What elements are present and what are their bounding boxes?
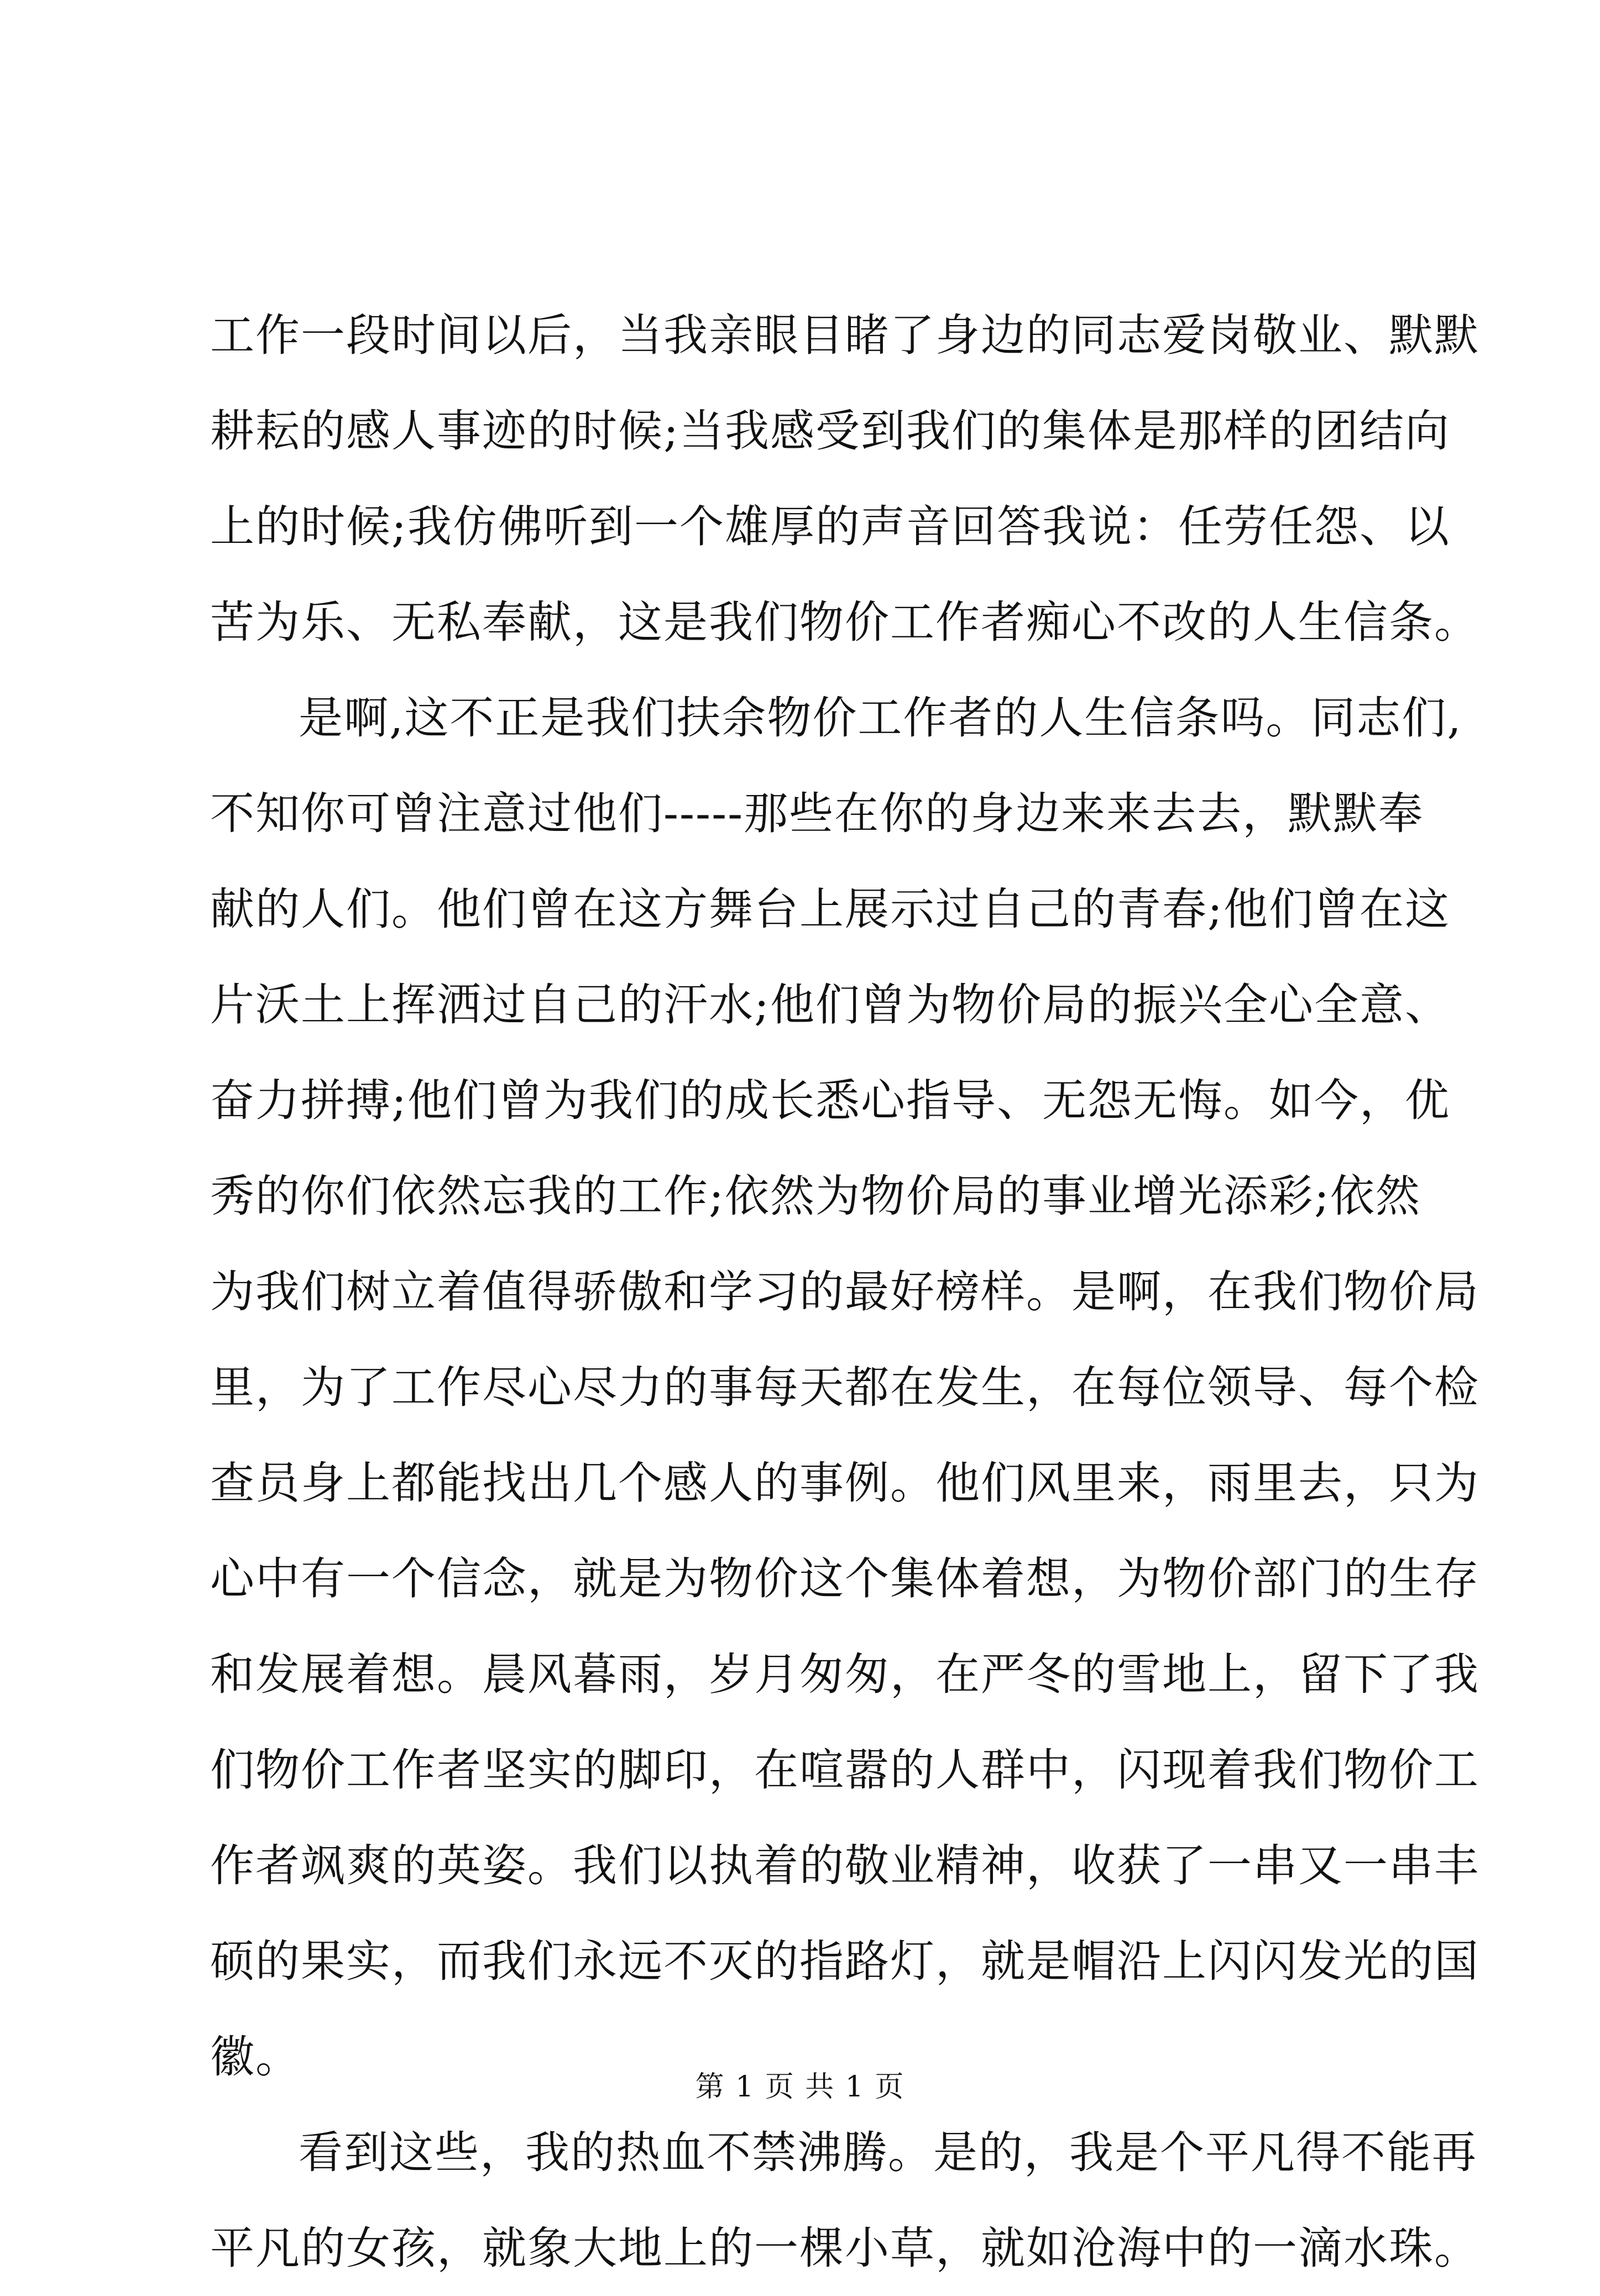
- text-line: 上的时候;我仿佛听到一个雄厚的声音回答我说：任劳任怨、以: [210, 501, 1450, 552]
- paragraph-start-line: 看到这些，我的热血不禁沸腾。是的，我是个平凡得不能再: [299, 2127, 1477, 2178]
- text-line: 里，为了工作尽心尽力的事每天都在发生，在每位领导、每个检: [210, 1362, 1479, 1413]
- text-line: 片沃土上挥洒过自己的汗水;他们曾为物价局的振兴全心全意、: [210, 979, 1450, 1031]
- text-line: 不知你可曾注意过他们-----那些在你的身边来来去去，默默奉: [210, 788, 1424, 839]
- text-line: 耕耘的感人事迹的时候;当我感受到我们的集体是那样的团结向: [210, 405, 1450, 457]
- text-line: 硕的果实，而我们永远不灭的指路灯，就是帽沿上闪闪发光的国: [210, 1936, 1479, 1987]
- text-line: 秀的你们依然忘我的工作;依然为物价局的事业增光添彩;依然: [210, 1170, 1421, 1222]
- text-line: 献的人们。他们曾在这方舞台上展示过自己的青春;他们曾在这: [210, 883, 1450, 935]
- text-line: 苦为乐、无私奉献，这是我们物价工作者痴心不改的人生信条。: [210, 597, 1479, 648]
- text-line: 工作一段时间以后，当我亲眼目睹了身边的同志爱岗敬业、默默: [210, 310, 1479, 361]
- paragraph-start-line: 是啊,这不正是我们扶余物价工作者的人生信条吗。同志们,: [299, 692, 1462, 744]
- page-number-footer: 第 1 页 共 1 页: [695, 2070, 905, 2104]
- text-line: 平凡的女孩，就象大地上的一棵小草，就如沧海中的一滴水珠。: [210, 2222, 1479, 2274]
- text-line: 查员身上都能找出几个感人的事例。他们风里来，雨里去，只为: [210, 1457, 1479, 1509]
- text-line: 徽。: [210, 2031, 301, 2083]
- text-line: 们物价工作者坚实的脚印，在喧嚣的人群中，闪现着我们物价工: [210, 1744, 1479, 1796]
- text-line: 作者飒爽的英姿。我们以执着的敬业精神，收获了一串又一串丰: [210, 1840, 1479, 1891]
- document-body: [210, 287, 1479, 2296]
- text-line: 为我们树立着值得骄傲和学习的最好榜样。是啊，在我们物价局: [210, 1266, 1479, 1317]
- text-line: 奋力拼搏;他们曾为我们的成长悉心指导、无怨无悔。如今，优: [210, 1075, 1450, 1126]
- text-line: 心中有一个信念，就是为物价这个集体着想，为物价部门的生存: [210, 1553, 1479, 1604]
- text-line: 和发展着想。晨风暮雨，岁月匆匆，在严冬的雪地上，留下了我: [210, 1649, 1479, 1700]
